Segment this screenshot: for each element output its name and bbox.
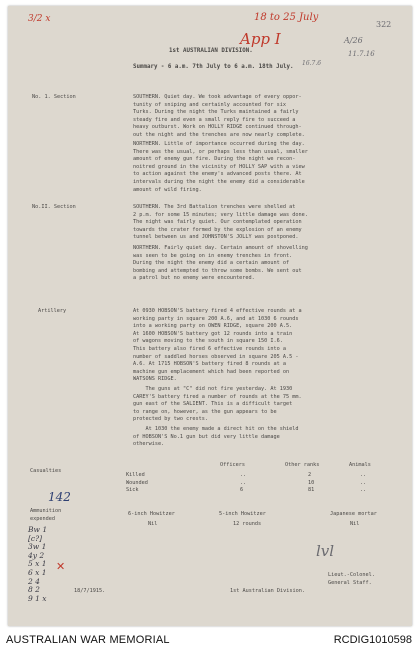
casualties-row-label: Wounded: [126, 479, 148, 486]
section-label: No.II. Section: [32, 204, 76, 210]
archive-source: AUSTRALIAN WAR MEMORIAL: [6, 634, 170, 646]
section-line: This battery also fired 6 effective rounds into a: [133, 346, 287, 352]
section-line: During the night the enemy did a certain amount of: [133, 260, 290, 267]
heading-organisation: 1st AUSTRALIAN DIVISION.: [169, 48, 253, 54]
section-line: of wagons moving to the south in square 150 I.6.: [133, 338, 283, 345]
casualties-cell: ..: [360, 487, 367, 494]
pencil-note-lower: lvl: [316, 542, 335, 560]
section-line: WATSONS RIDGE.: [133, 376, 177, 383]
section-line: CAREY'S battery fired a number of rounds at the 75 mm.: [133, 393, 302, 400]
section-line: The night was fairly quiet. Our contemplated operation: [133, 219, 302, 226]
section-line: of HOBSON'S No.1 gun but did very little damage: [133, 433, 280, 440]
section-label: Artillery: [38, 308, 67, 314]
section-line: bombing and attempted to throw some bombs. We sent out: [133, 267, 302, 274]
casualties-header: Animals: [349, 462, 371, 468]
section-line: intervals during the night the enemy did a considerable: [133, 179, 305, 185]
margin-tally-line: 4y 2: [28, 550, 45, 560]
pencil-note-2: 11.7.16: [348, 50, 375, 58]
section-line: to range on, however, as the gun appears to be: [133, 408, 277, 415]
casualties-cell: 2: [308, 472, 312, 478]
casualties-cell: ..: [240, 472, 247, 478]
margin-tally-line: 2 4: [28, 576, 40, 586]
pencil-note-3: 16.7.6: [302, 60, 322, 67]
casualties-cell: ..: [360, 472, 367, 478]
section-line: machine gun emplacement which had been reported on: [133, 368, 290, 375]
section-label: No. 1. Section: [32, 94, 76, 100]
section-line: noitred ground in the vicinity of HOLLY SAP with a view: [133, 163, 305, 170]
section-line: steady fire and even a small reply fire to succeed a: [133, 116, 296, 123]
margin-tally: [28, 526, 47, 603]
red-note-top-left: 3/2 x: [28, 14, 51, 24]
section-line: gun east of the SALIENT. This is a difficult target: [133, 401, 293, 408]
section-line: amount of enemy gun fire. During the night we recon-: [133, 156, 296, 163]
signature-staff: General Staff.: [328, 579, 372, 586]
casualties-header: Officers: [220, 462, 245, 468]
ammunition-item-name: 6-inch Howitzer: [128, 511, 175, 517]
margin-tally-line: 9 1 x: [28, 593, 47, 603]
casualties-cell: 6: [240, 487, 244, 494]
red-note-appendix: App I: [240, 30, 281, 48]
section-line: amount of wild firing.: [133, 186, 202, 193]
signature-rank: Lieut.-Colonel.: [328, 572, 375, 578]
section-line: out the night and the trenches are now nearly complete.: [133, 132, 305, 138]
section-line: There was the usual, or perhaps less than usual, smaller: [133, 148, 308, 155]
section-line: At 1600 HOBSON'S battery got 12 rounds into a train: [133, 330, 293, 337]
section-line: Turks. During the night the Turks maintained a fairly: [133, 109, 299, 116]
casualties-label: Casualties: [30, 468, 62, 474]
casualties-cell: 10: [308, 479, 315, 486]
section-line: otherwise.: [133, 441, 165, 448]
red-tally-mark: ✕: [56, 560, 66, 573]
signature-division: 1st Australian Division.: [230, 588, 305, 594]
margin-tally-line: 8 2: [28, 585, 40, 595]
section-line: 2 p.m. for some 15 minutes; very little damage was done.: [133, 211, 308, 218]
section-line: At 0930 HOBSON'S battery fired 4 effective rounds at a: [133, 308, 302, 314]
section-line: At 1030 the enemy made a direct hit on the shield: [133, 426, 299, 432]
section-line: number of saddled horses observed in square 205 A.5 -: [133, 353, 299, 360]
ammunition-item-value: 12 rounds: [233, 521, 262, 527]
casualties-cell: 81: [308, 487, 315, 494]
margin-tally-line: 6 x 1: [28, 567, 47, 577]
section-line: heavy outburst. Work on HOLLY RIDGE continued through-: [133, 124, 302, 131]
pencil-note-1: A/26: [344, 36, 363, 45]
ammunition-item-value: Nil: [350, 521, 360, 527]
casualties-row-label: Sick: [126, 487, 139, 494]
red-note-date-range: 18 to 25 July: [254, 12, 319, 23]
document-page: [8, 6, 412, 626]
section-line: tunnel between us and JOHNSTON'S JOLLY was postponed.: [133, 234, 299, 241]
section-line: working party in square 200 A.6, and at 1030 6 rounds: [133, 315, 299, 322]
margin-tally-line: 3w 1: [28, 542, 47, 552]
archive-footer: [0, 628, 420, 654]
section-line: towards the crater formed by the explosion of an enemy: [133, 226, 302, 233]
ammunition-item-name: Japanese mortar: [330, 511, 377, 517]
blue-note-margin: 142: [48, 490, 71, 504]
ammunition-item-value: Nil: [148, 521, 158, 527]
section-line: NORTHERN. Little of importance occurred during the day.: [133, 141, 305, 147]
section-line: protected by two crests.: [133, 416, 208, 423]
ammunition-label: Ammunition: [30, 508, 62, 514]
margin-tally-line: Bw 1: [28, 525, 48, 534]
archive-reference: RCDIG1010598: [333, 634, 412, 646]
section-line: The guns at "C" did not fire yesterday. At 1930: [133, 386, 293, 392]
section-line: to action against the enemy's advanced posts there. At: [133, 171, 302, 178]
section-line: into a working party on OWEN RIDGE, square 200 A.5.: [133, 323, 293, 330]
section-line: SOUTHERN. Quiet day. We took advantage of every oppor-: [133, 94, 302, 100]
section-line: was seen to be going on in enemy trenches in front.: [133, 252, 293, 259]
summary-line: Summary - 6 a.m. 7th July to 6 a.m. 18th July.: [133, 64, 294, 70]
section-line: SOUTHERN. The 3rd Battalion trenches were shelled at: [133, 204, 296, 210]
casualties-cell: ..: [360, 479, 367, 486]
page-number: 322: [376, 20, 392, 29]
margin-tally-line: [c?]: [28, 533, 43, 543]
margin-tally-line: 5 x 1: [28, 559, 47, 569]
ammunition-label: expended: [30, 515, 55, 522]
ammunition-item-name: 5-inch Howitzer: [219, 511, 266, 517]
section-line: a patrol but no enemy were encountered.: [133, 275, 255, 282]
section-line: A.6. At 1715 HOBSON'S battery fired 8 rounds at a: [133, 361, 287, 368]
document-date: 18/7/1915.: [74, 588, 106, 594]
casualties-header: Other ranks: [285, 462, 320, 468]
section-line: NORTHERN. Fairly quiet day. Certain amount of shovelling: [133, 245, 308, 251]
section-line: tunity of sniping and certainly accounted for six: [133, 101, 287, 108]
casualties-row-label: Killed: [126, 472, 145, 478]
casualties-cell: ..: [240, 479, 247, 486]
